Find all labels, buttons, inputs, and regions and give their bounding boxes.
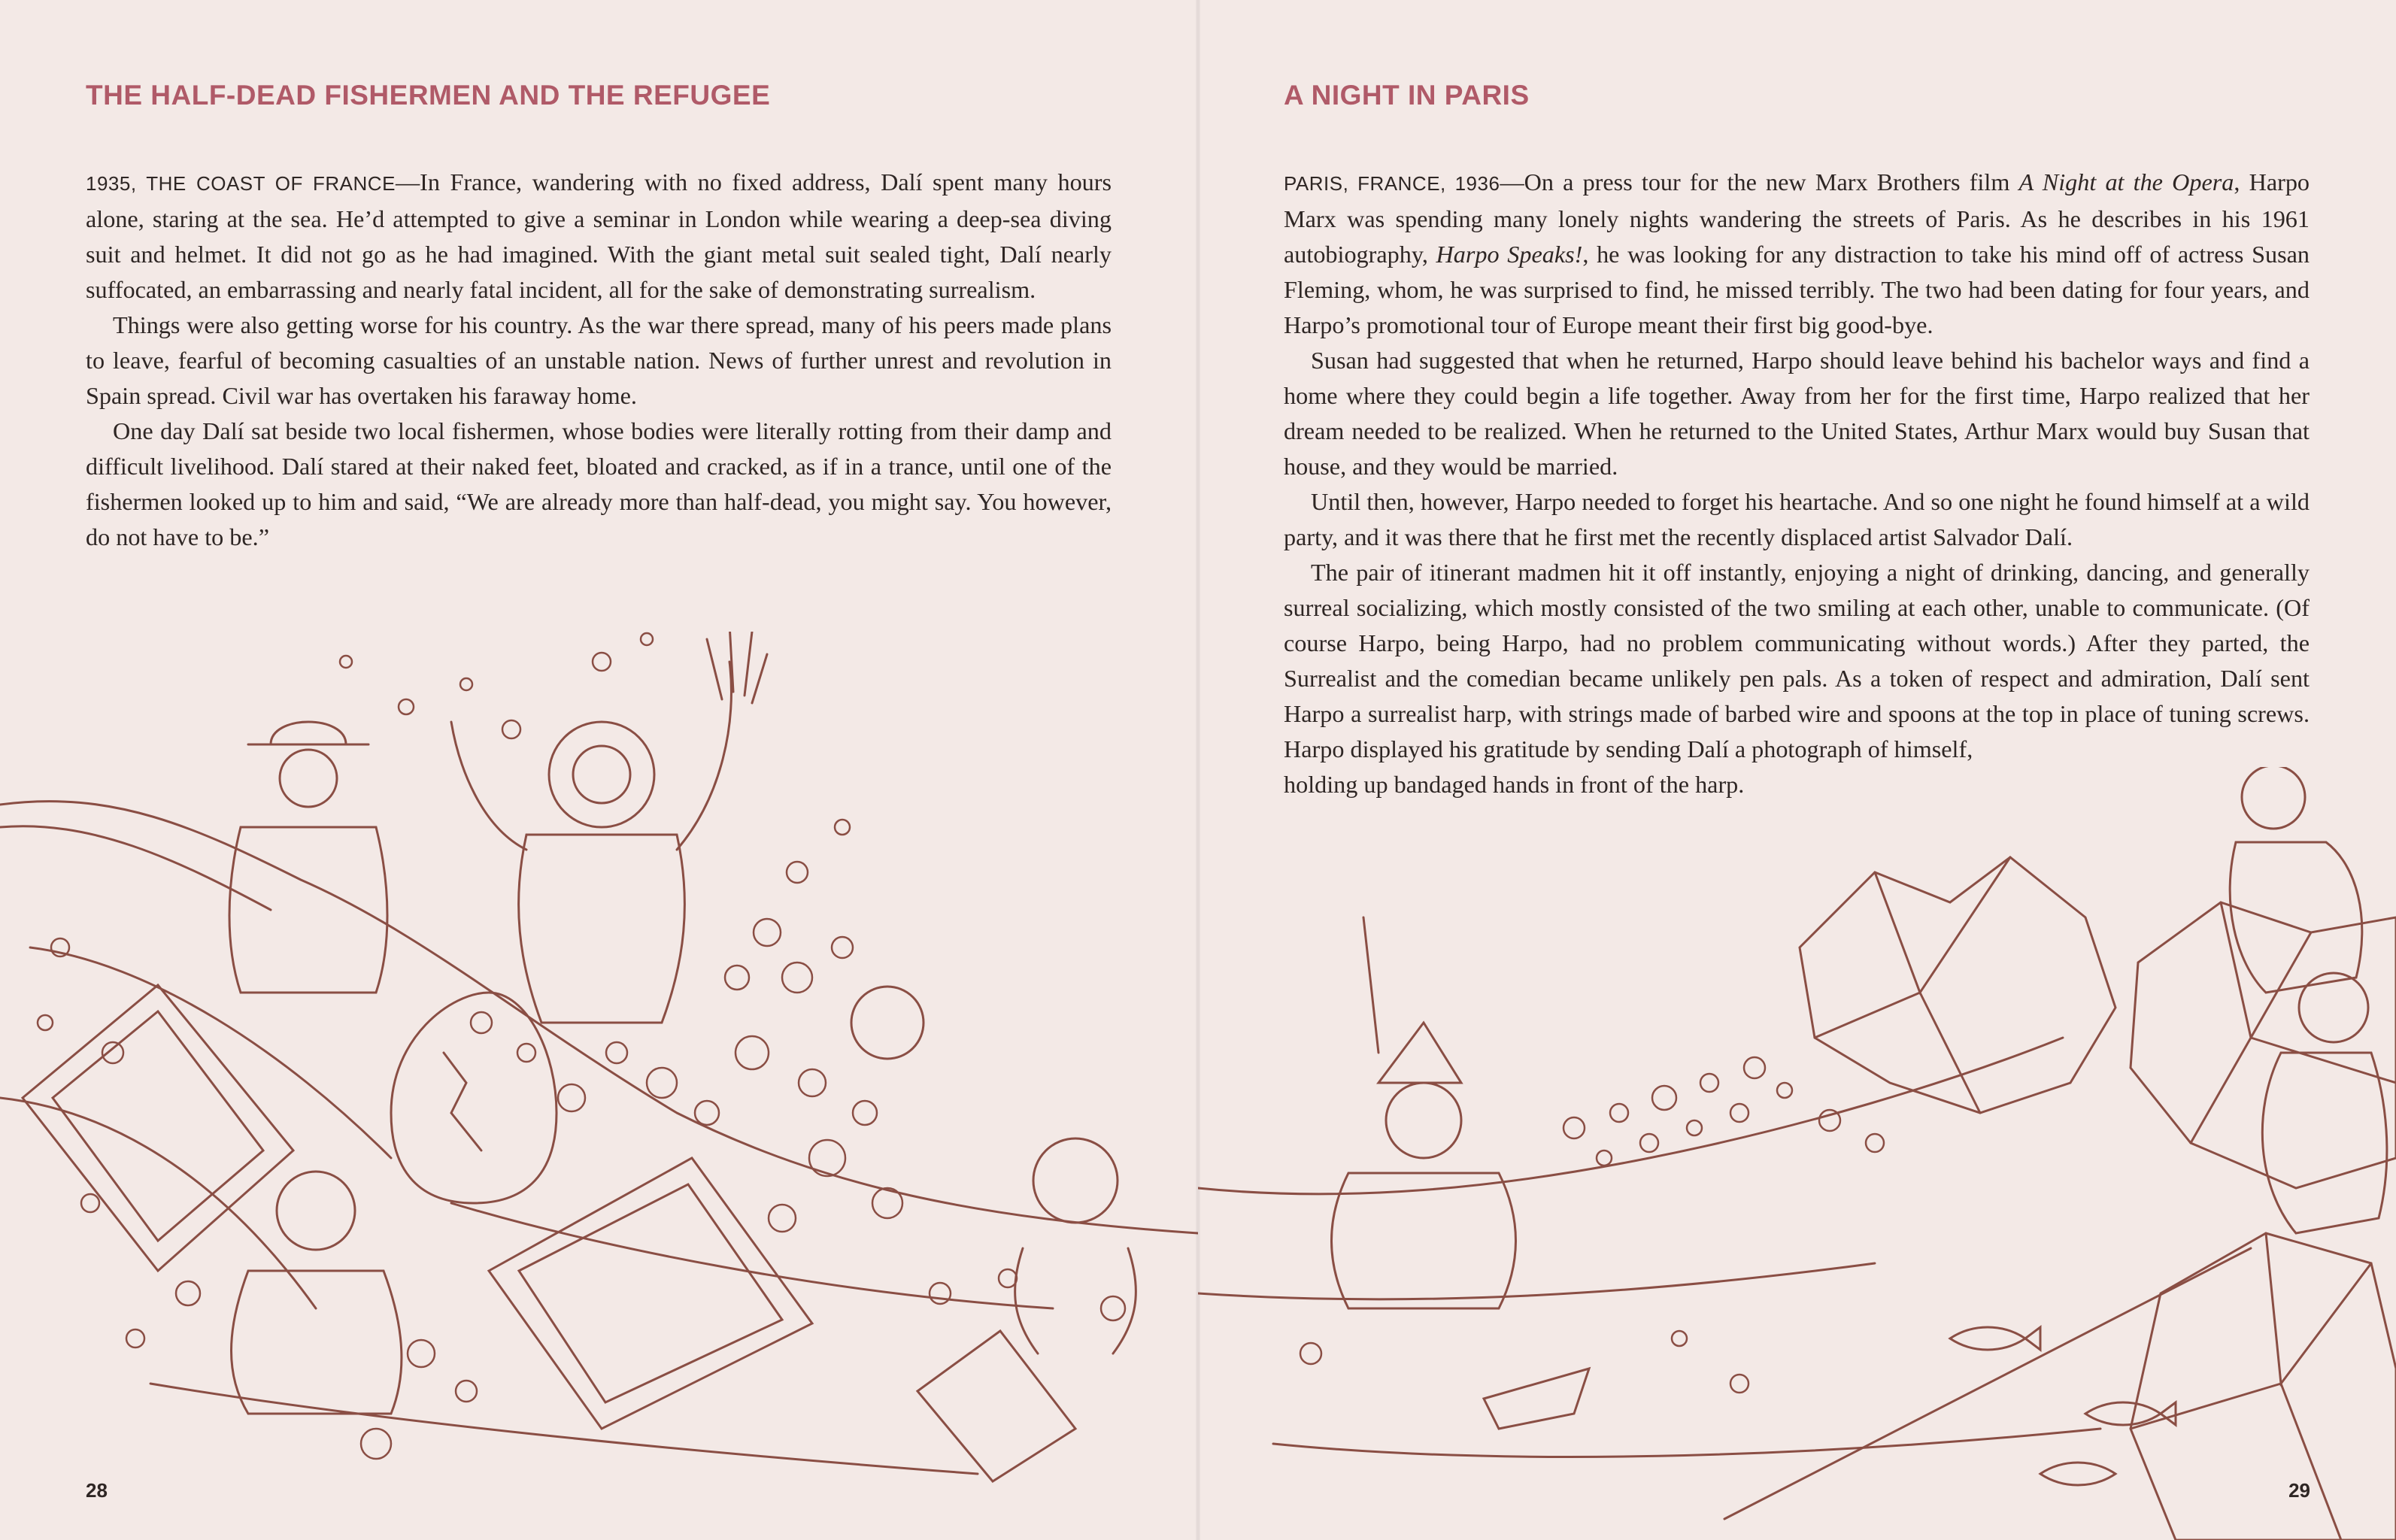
right-dateline: PARIS, FRANCE, 1936 bbox=[1284, 172, 1500, 195]
left-page-body bbox=[86, 165, 1112, 555]
right-page-body bbox=[1284, 165, 2310, 802]
right-illustration bbox=[1198, 767, 2396, 1540]
right-page-number: 29 bbox=[2288, 1479, 2310, 1502]
left-paragraph-3: One day Dalí sat beside two local fishermen, whose bodies were literally rotting from their damp and difficult livelihood. Dalí stared at their naked feet, bloated and cracked, as if in a trance, until one of the fishermen looked up to him and said, “We are already more than half-dead, you might say. You however, do not have to be.” bbox=[86, 417, 1112, 550]
right-paragraph-1-part-a: —On a press tour for the new Marx Brothers film bbox=[1500, 168, 2019, 196]
left-paragraph-2: Things were also getting worse for his country. As the war there spread, many of his peers made plans to leave, fearful of becoming casualties of an unstable nation. News of further unrest and revolution in Spain spread. Civil war has overtaken his faraway home. bbox=[86, 311, 1112, 409]
right-paragraph-3: Until then, however, Harpo needed to forget his heartache. And so one night he found himself at a wild party, and it was there that he first met the recently displaced artist Salvador Dalí. bbox=[1284, 488, 2310, 550]
right-paragraph-2: Susan had suggested that when he returned, Harpo should leave behind his bachelor ways and find a home where they could begin a life together. Away from her for the first time, Harpo realized that her dream needed to be realized. When he returned to the United States, Arthur Marx would buy Susan that house, and they would be married. bbox=[1284, 347, 2310, 480]
film-title: A Night at the Opera bbox=[2018, 168, 2234, 196]
left-paragraph-1 bbox=[86, 165, 1112, 308]
right-paragraph-1 bbox=[1284, 165, 2310, 343]
left-dateline: 1935, THE COAST OF FRANCE bbox=[86, 172, 396, 195]
right-page-heading: A NIGHT IN PARIS bbox=[1284, 80, 1530, 111]
right-paragraph-4: The pair of itinerant madmen hit it off instantly, enjoying a night of drinking, dancing, and generally surreal socializing, which mostly consisted of the two smiling at each other, unable to communicate. (Of course Harpo, being Harpo, had no problem communicating without words.) After they parted, the Surrealist and the comedian became unlikely pen pals. As a token of respect and admiration, Dalí sent Harpo a surrealist harp, with strings made of barbed wire and spoons at the top in place of tuning screws. Harpo displayed his gratitude by sending Dalí a photograph of himself, bbox=[1284, 559, 2310, 762]
right-paragraph-1-part-c: , he was looking for any distraction to take his mind off of actress Susan Fleming, whom, he was surprised to find, he missed terribly. The two had been dating for four years, and Harpo’s promotional tour of Europe meant their first big good-bye. bbox=[1284, 241, 2310, 338]
right-page bbox=[1198, 0, 2396, 1540]
left-paragraph-1-text: —In France, wandering with no fixed address, Dalí spent many hours alone, staring at the sea. He’d attempted to give a seminar in London while wearing a deep-sea diving suit and helmet. It did not go as he had imagined. With the giant metal suit sealed tight, Dalí nearly suffocated, an embarrassing and nearly fatal incident, all for the sake of demonstrating surrealism. bbox=[86, 168, 1112, 303]
beach-drawing bbox=[1198, 767, 2396, 1540]
right-paragraph-1-part-b: , Harpo Marx was spending many lonely nights wandering the streets of Paris. As he describes in his 1961 autobiography, bbox=[1284, 168, 2310, 268]
left-illustration bbox=[0, 632, 1198, 1540]
book-title: Harpo Speaks! bbox=[1436, 241, 1583, 268]
right-paragraph-4-last-line: holding up bandaged hands in front of the harp. bbox=[1284, 771, 1745, 798]
seabed-drawing bbox=[0, 632, 1198, 1540]
left-page-heading: THE HALF-DEAD FISHERMEN AND THE REFUGEE bbox=[86, 80, 771, 111]
left-page-number: 28 bbox=[86, 1479, 108, 1502]
